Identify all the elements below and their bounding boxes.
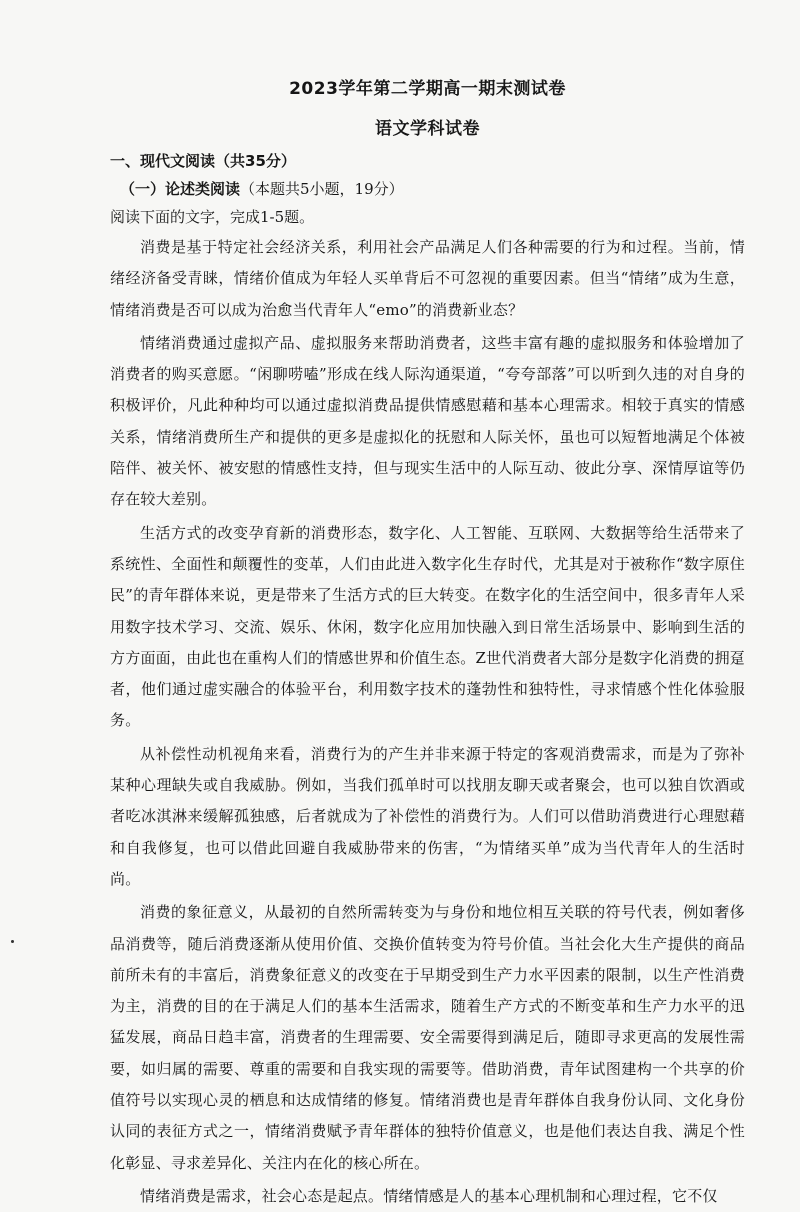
subsection-label: （一）论述类阅读 bbox=[120, 180, 241, 198]
passage-paragraph-3: 生活方式的改变孕育新的消费形态，数字化、人工智能、互联网、大数据等给生活带来了系统性、全面性和颠覆性的变革，人们由此进入数字化生存时代，尤其是对于被称作“数字原住民”的青年群体来说，更是带来了生活方式的巨大转变。在数字化的生活空间中，很多青年人采用数字技术学习、交流、娱乐、休闲，数字化应用加快融入到日常生活场景中、影响到生活的方方面面，由此也在重构人们的情感世界和价值生态。Z世代消费者大部分是数字化消费的拥趸者，他们通过虚实融合的体验平台，利用数字技术的蓬勃性和独特性，寻求情感个性化体验服务。 bbox=[110, 523, 745, 730]
passage-paragraph-6: 情绪消费是需求，社会心态是起点。情绪情感是人的基本心理机制和心理过程，它不仅 bbox=[140, 1186, 718, 1205]
section-heading: 一、现代文阅读（共35分） bbox=[110, 152, 296, 170]
passage-paragraph-5: 消费的象征意义，从最初的自然所需转变为与身份和地位相互关联的符号代表，例如奢侈品消费等，随后消费逐渐从使用价值、交换价值转变为符号价值。当社会化大生产提供的商品前所未有的丰富后，消费象征意义的改变在于早期受到生产力水平因素的限制，以生产性消费为主，消费的目的在于满足人们的基本生活需求，随着生产方式的不断变革和生产力水平的迅猛发展，商品日趋丰富，消费者的生理需要、安全需要得到满足后，随即寻求更高的发展性需要，如归属的需要、尊重的需要和自我实现的需要等。借助消费，青年试图建构一个共享的价值符号以实现心灵的栖息和达成情绪的修复。情绪消费也是青年群体自我身份认同、文化身份认同的表征方式之一，情绪消费赋予青年群体的独特价值意义，也是他们表达自我、满足个性化彰显、寻求差异化、关注内在化的核心所在。 bbox=[110, 903, 745, 1172]
passage-paragraph-2: 情绪消费通过虚拟产品、虚拟服务来帮助消费者，这些丰富有趣的虚拟服务和体验增加了消费者的购买意愿。“闲聊唠嗑”形成在线人际沟通渠道，“夸夸部落”可以听到久违的对自身的积极评价，凡此种种均可以通过虚拟消费品提供情感慰藉和基本心理需求。相较于真实的情感关系，情绪消费所生产和提供的更多是虚拟化的抚慰和人际关怀，虽也可以短暂地满足个体被陪伴、被关怀、被安慰的情感性支持，但与现实生活中的人际互动、彼此分享、深情厚谊等仍存在较大差别。 bbox=[110, 333, 745, 509]
scan-speck bbox=[11, 940, 14, 943]
reading-instruction: 阅读下面的文字，完成1-5题。 bbox=[110, 208, 315, 226]
subsection-note: （本题共5小题，19分） bbox=[240, 180, 404, 198]
exam-title: 2023学年第二学期高一期末测试卷 bbox=[289, 79, 566, 99]
subsection-heading bbox=[120, 176, 745, 202]
passage-paragraph-4: 从补偿性动机视角来看，消费行为的产生并非来源于特定的客观消费需求，而是为了弥补某种心理缺失或自我威胁。例如，当我们孤单时可以找朋友聊天或者聚会，也可以独自饮酒或者吃冰淇淋来缓解孤独感，后者就成为了补偿性的消费行为。人们可以借助消费进行心理慰藉和自我修复，也可以借此回避自我威胁带来的伤害，“为情绪买单”成为当代青年人的生活时尚。 bbox=[110, 744, 745, 888]
passage-paragraph-1: 消费是基于特定社会经济关系，利用社会产品满足人们各种需要的行为和过程。当前，情绪经济备受青睐，情绪价值成为年轻人买单背后不可忽视的重要因素。但当“情绪”成为生意，情绪消费是否可以成为治愈当代青年人“emo”的消费新业态？ bbox=[110, 238, 745, 319]
exam-subtitle: 语文学科试卷 bbox=[375, 119, 480, 139]
